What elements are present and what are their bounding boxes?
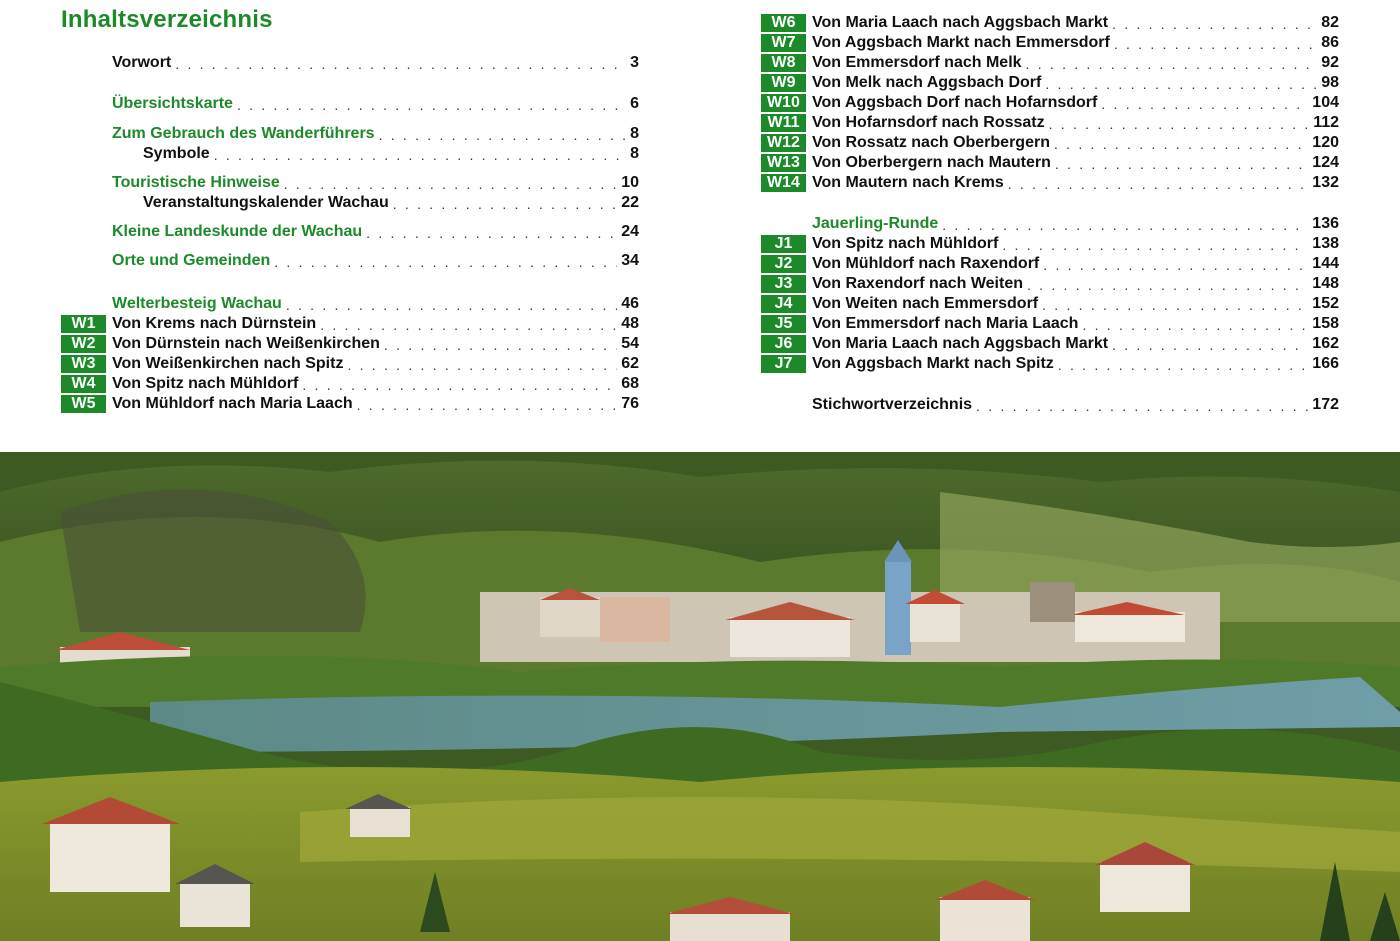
stage-badge: W9	[761, 74, 806, 92]
dot-leader	[366, 222, 617, 242]
toc-page: 162	[1312, 335, 1339, 352]
toc-label: Welterbesteig Wachau	[112, 295, 282, 312]
toc-page: 124	[1312, 154, 1339, 171]
dot-leader	[302, 374, 617, 394]
toc-entry-stage[interactable]	[112, 334, 639, 354]
toc-page: 166	[1312, 355, 1339, 372]
toc-label: Von Aggsbach Markt nach Spitz	[812, 355, 1054, 372]
toc-label: Von Weiten nach Emmersdorf	[812, 295, 1039, 312]
toc-page: 152	[1312, 295, 1339, 312]
dot-leader	[1008, 173, 1309, 193]
toc-entry-landeskunde[interactable]	[112, 222, 639, 242]
dot-leader	[1114, 33, 1317, 53]
dot-leader	[942, 214, 1308, 234]
toc-entry-stage[interactable]	[812, 314, 1339, 334]
toc-label: Veranstaltungskalender Wachau	[143, 194, 389, 211]
dot-leader	[1026, 53, 1318, 73]
stage-badge: J4	[761, 295, 806, 313]
toc-label: Von Maria Laach nach Aggsbach Markt	[812, 335, 1109, 352]
stage-badge: J3	[761, 275, 806, 293]
dot-leader	[286, 294, 617, 314]
toc-entry-stage[interactable]	[812, 254, 1339, 274]
toc-page: 3	[630, 54, 639, 71]
toc-label: Von Spitz nach Mühldorf	[112, 375, 299, 392]
dot-leader	[1054, 133, 1308, 153]
dot-leader	[1112, 334, 1308, 354]
dot-leader	[1082, 314, 1308, 334]
toc-entry-stage[interactable]	[812, 133, 1339, 153]
toc-entry-stage[interactable]	[112, 394, 639, 414]
toc-page: 92	[1321, 54, 1339, 71]
toc-label: Kleine Landeskunde der Wachau	[112, 223, 363, 240]
toc-entry-stage[interactable]	[812, 153, 1339, 173]
stage-badge: W2	[61, 335, 106, 353]
stage-badge: W1	[61, 315, 106, 333]
toc-entry-stage[interactable]	[812, 93, 1339, 113]
toc-entry-stage[interactable]	[812, 53, 1339, 73]
toc-entry-stage[interactable]	[112, 314, 639, 334]
toc-label: Von Aggsbach Dorf nach Hofarnsdorf	[812, 94, 1098, 111]
toc-entry-gebrauch[interactable]	[112, 124, 639, 144]
dot-leader	[379, 124, 627, 144]
dot-leader	[1101, 93, 1308, 113]
toc-page: 138	[1312, 235, 1339, 252]
toc-entry-stage[interactable]	[812, 294, 1339, 314]
toc-label: Von Maria Laach nach Aggsbach Markt	[812, 14, 1109, 31]
toc-page: 136	[1312, 215, 1339, 232]
wachau-landscape-photo	[0, 452, 1400, 941]
toc-label: Symbole	[143, 145, 210, 162]
toc-label: Von Melk nach Aggsbach Dorf	[812, 74, 1042, 91]
toc-label: Von Spitz nach Mühldorf	[812, 235, 999, 252]
toc-label: Von Mühldorf nach Maria Laach	[112, 395, 353, 412]
toc-page: 86	[1321, 34, 1339, 51]
dot-leader	[1042, 294, 1308, 314]
toc-label: Von Oberbergern nach Mautern	[812, 154, 1051, 171]
toc-page: 8	[630, 145, 639, 162]
toc-entry-stage[interactable]	[812, 13, 1339, 33]
toc-page: 68	[621, 375, 639, 392]
toc-label: Vorwort	[112, 54, 172, 71]
toc-entry-stage[interactable]	[812, 173, 1339, 193]
dot-leader	[1002, 234, 1308, 254]
toc-page: 48	[621, 315, 639, 332]
toc-label: Von Dürnstein nach Weißenkirchen	[112, 335, 380, 352]
stage-badge: W6	[761, 14, 806, 32]
dot-leader	[1049, 113, 1310, 133]
toc-label: Jauerling-Runde	[812, 215, 939, 232]
toc-page: 120	[1312, 134, 1339, 151]
toc-label: Von Mühldorf nach Raxendorf	[812, 255, 1040, 272]
toc-page: 62	[621, 355, 639, 372]
toc-page: 76	[621, 395, 639, 412]
toc-label: Übersichtskarte	[112, 95, 233, 112]
dot-leader	[1055, 153, 1308, 173]
toc-entry-stage[interactable]	[812, 33, 1339, 53]
dot-leader	[284, 173, 617, 193]
stage-badge: J2	[761, 255, 806, 273]
toc-page: 8	[630, 125, 639, 142]
toc-entry-stage[interactable]	[812, 113, 1339, 133]
toc-page: 54	[621, 335, 639, 352]
toc-entry-hinweise[interactable]	[112, 173, 639, 193]
dot-leader	[1058, 354, 1308, 374]
dot-leader	[175, 53, 626, 73]
toc-label: Von Raxendorf nach Weiten	[812, 275, 1023, 292]
toc-page: 10	[621, 174, 639, 191]
dot-leader	[357, 394, 618, 414]
dot-leader	[274, 251, 617, 271]
toc-label: Von Emmersdorf nach Melk	[812, 54, 1022, 71]
toc-entry-stage[interactable]	[812, 73, 1339, 93]
toc-page: 132	[1312, 174, 1339, 191]
toc-page: 82	[1321, 14, 1339, 31]
stage-badge: W10	[761, 94, 806, 112]
toc-page: 24	[621, 223, 639, 240]
toc-page: 34	[621, 252, 639, 269]
toc-label: Orte und Gemeinden	[112, 252, 271, 269]
toc-entry-orte[interactable]	[112, 251, 639, 271]
stage-badge: J5	[761, 315, 806, 333]
toc-page: 148	[1312, 275, 1339, 292]
toc-entry-stage[interactable]	[812, 234, 1339, 254]
dot-leader	[320, 314, 617, 334]
toc-page: 6	[630, 95, 639, 112]
toc-page: 22	[621, 194, 639, 211]
stage-badge: W7	[761, 34, 806, 52]
toc-entry-stage[interactable]	[812, 274, 1339, 294]
toc-entry-symbole[interactable]	[143, 144, 639, 164]
stage-badge: W3	[61, 355, 106, 373]
dot-leader	[347, 354, 617, 374]
stage-badge: W11	[761, 114, 806, 132]
toc-entry-stichwort[interactable]	[812, 395, 1339, 415]
toc-entry-kalender[interactable]	[143, 193, 639, 213]
toc-label: Von Weißenkirchen nach Spitz	[112, 355, 344, 372]
dot-leader	[393, 193, 617, 213]
toc-page: 46	[621, 295, 639, 312]
toc-label: Zum Gebrauch des Wanderführers	[112, 125, 375, 142]
stage-badge: W12	[761, 134, 806, 152]
toc-label: Stichwortverzeichnis	[812, 396, 973, 413]
toc-label: Von Emmersdorf nach Maria Laach	[812, 315, 1079, 332]
toc-entry-uebersichtskarte[interactable]	[112, 94, 639, 114]
toc-page: 158	[1312, 315, 1339, 332]
stage-badge: W13	[761, 154, 806, 172]
toc-label: Touristische Hinweise	[112, 174, 280, 191]
stage-badge: J6	[761, 335, 806, 353]
dot-leader	[1027, 274, 1308, 294]
dot-leader	[214, 144, 626, 164]
dot-leader	[1045, 73, 1317, 93]
toc-entry-stage[interactable]	[812, 334, 1339, 354]
dot-leader	[1043, 254, 1308, 274]
toc-label: Von Aggsbach Markt nach Emmersdorf	[812, 34, 1110, 51]
stage-badge: W4	[61, 375, 106, 393]
toc-page: 172	[1312, 396, 1339, 413]
stage-badge: W14	[761, 174, 806, 192]
toc-page: 144	[1312, 255, 1339, 272]
toc-page: 104	[1312, 94, 1339, 111]
toc-entry-jauerling[interactable]	[812, 214, 1339, 234]
stage-badge: W8	[761, 54, 806, 72]
dot-leader	[976, 395, 1308, 415]
toc-label: Von Hofarnsdorf nach Rossatz	[812, 114, 1045, 131]
toc-page: 112	[1313, 114, 1339, 131]
page-title: Inhaltsverzeichnis	[61, 6, 273, 33]
toc-entry-stage[interactable]	[112, 374, 639, 394]
toc-entry-vorwort[interactable]	[112, 53, 639, 73]
dot-leader	[1112, 13, 1317, 33]
stage-badge: W5	[61, 395, 106, 413]
toc-label: Von Krems nach Dürnstein	[112, 315, 317, 332]
dot-leader	[237, 94, 626, 114]
dot-leader	[384, 334, 617, 354]
stage-badge: J7	[761, 355, 806, 373]
toc-entry-welterbesteig[interactable]	[112, 294, 639, 314]
toc-entry-stage[interactable]	[812, 354, 1339, 374]
toc-entry-stage[interactable]	[112, 354, 639, 374]
stage-badge: J1	[761, 235, 806, 253]
toc-label: Von Rossatz nach Oberbergern	[812, 134, 1050, 151]
toc-label: Von Mautern nach Krems	[812, 174, 1004, 191]
toc-page: 98	[1321, 74, 1339, 91]
